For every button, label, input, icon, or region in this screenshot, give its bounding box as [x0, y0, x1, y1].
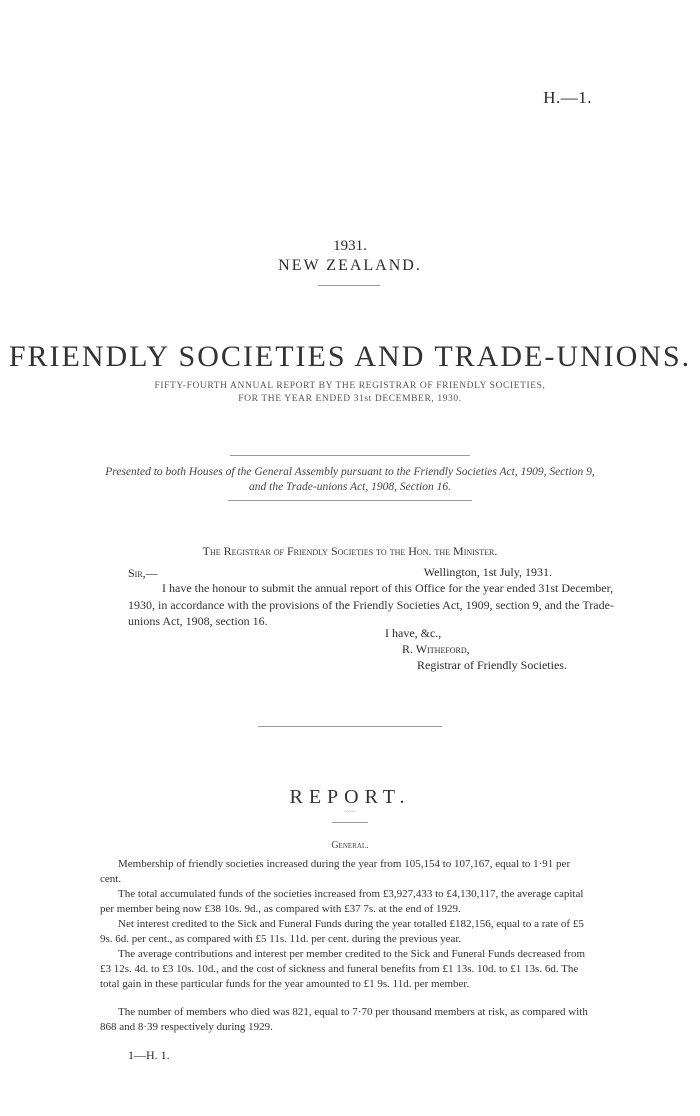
divider — [332, 822, 368, 823]
presented-line-1: Presented to both Houses of the General Assembly pursuant to the Friendly Societies Act, 1909, Section 9, — [105, 466, 595, 478]
divider — [318, 285, 380, 286]
page-reference: H.—1. — [543, 88, 592, 107]
report-paragraph: Membership of friendly societies increased during the year from 105,154 to 107,167, equal to 1·91 per cent. — [100, 858, 571, 885]
letter-signer: R. Witheford, — [402, 642, 470, 656]
document-title: FRIENDLY SOCIETIES AND TRADE-UNIONS. — [8, 340, 692, 373]
letter-signer-title: Registrar of Friendly Societies. — [417, 658, 567, 672]
subtitle-line-1: FIFTY-FOURTH ANNUAL REPORT BY THE REGISTRAR OF FRIENDLY SOCIETIES, — [154, 381, 546, 391]
divider — [230, 455, 470, 456]
report-paragraph: The total accumulated funds of the societies increased from £3,927,433 to £4,130,117, the average capital per member being now £38 10s. 9d., as compared with £37 7s. at the end of 1929. — [100, 888, 584, 915]
report-sub-mark: ~~~ — [344, 808, 356, 816]
letter-heading: The Registrar of Friendly Societies to the Hon. the Minister. — [202, 544, 498, 558]
report-paragraph: Net interest credited to the Sick and Funeral Funds during the year totalled £182,156, equal to a rate of £5 9s. 6d. per cent., as compared with £5 11s. 11d. per cent. during the previous year. — [100, 918, 584, 945]
section-heading: General. — [331, 840, 369, 851]
report-paragraph: The number of members who died was 821, equal to 7·70 per thousand members at risk, as compared with 868 and 8·39 respectively during 1929. — [100, 1006, 588, 1033]
signature-mark: 1—H. 1. — [128, 1048, 170, 1062]
letter-body-line: I have the honour to submit the annual report of this Office for the year ended 31st December, — [162, 581, 614, 595]
letter-body-line: unions Act, 1908, section 16. — [128, 614, 268, 628]
letter-date: Wellington, 1st July, 1931. — [423, 565, 552, 579]
country-name: NEW ZEALAND. — [278, 257, 422, 274]
report-paragraph: The average contributions and interest per member credited to the Sick and Funeral Funds decreased from £3 12s. 4d. to £3 10s. 10d., and the cost of sickness and funeral benefits from £1 13s. 10d. to £1 13s. 6d. The total gain in these particular funds for the year amounted to £1 9s. 11d. per member. — [100, 948, 586, 990]
letter-salutation: Sir,— — [128, 566, 158, 580]
divider — [258, 726, 442, 727]
presented-line-2: and the Trade-unions Act, 1908, Section 16. — [249, 481, 451, 493]
letter-body-line: 1930, in accordance with the provisions of the Friendly Societies Act, 1909, section 9, and the Trade- — [128, 598, 614, 612]
subtitle-line-2: FOR THE YEAR ENDED 31st DECEMBER, 1930. — [238, 394, 462, 404]
report-year: 1931. — [333, 238, 367, 254]
divider — [228, 500, 472, 501]
report-heading: REPORT. — [289, 786, 411, 808]
letter-closing: I have, &c., — [385, 626, 442, 640]
